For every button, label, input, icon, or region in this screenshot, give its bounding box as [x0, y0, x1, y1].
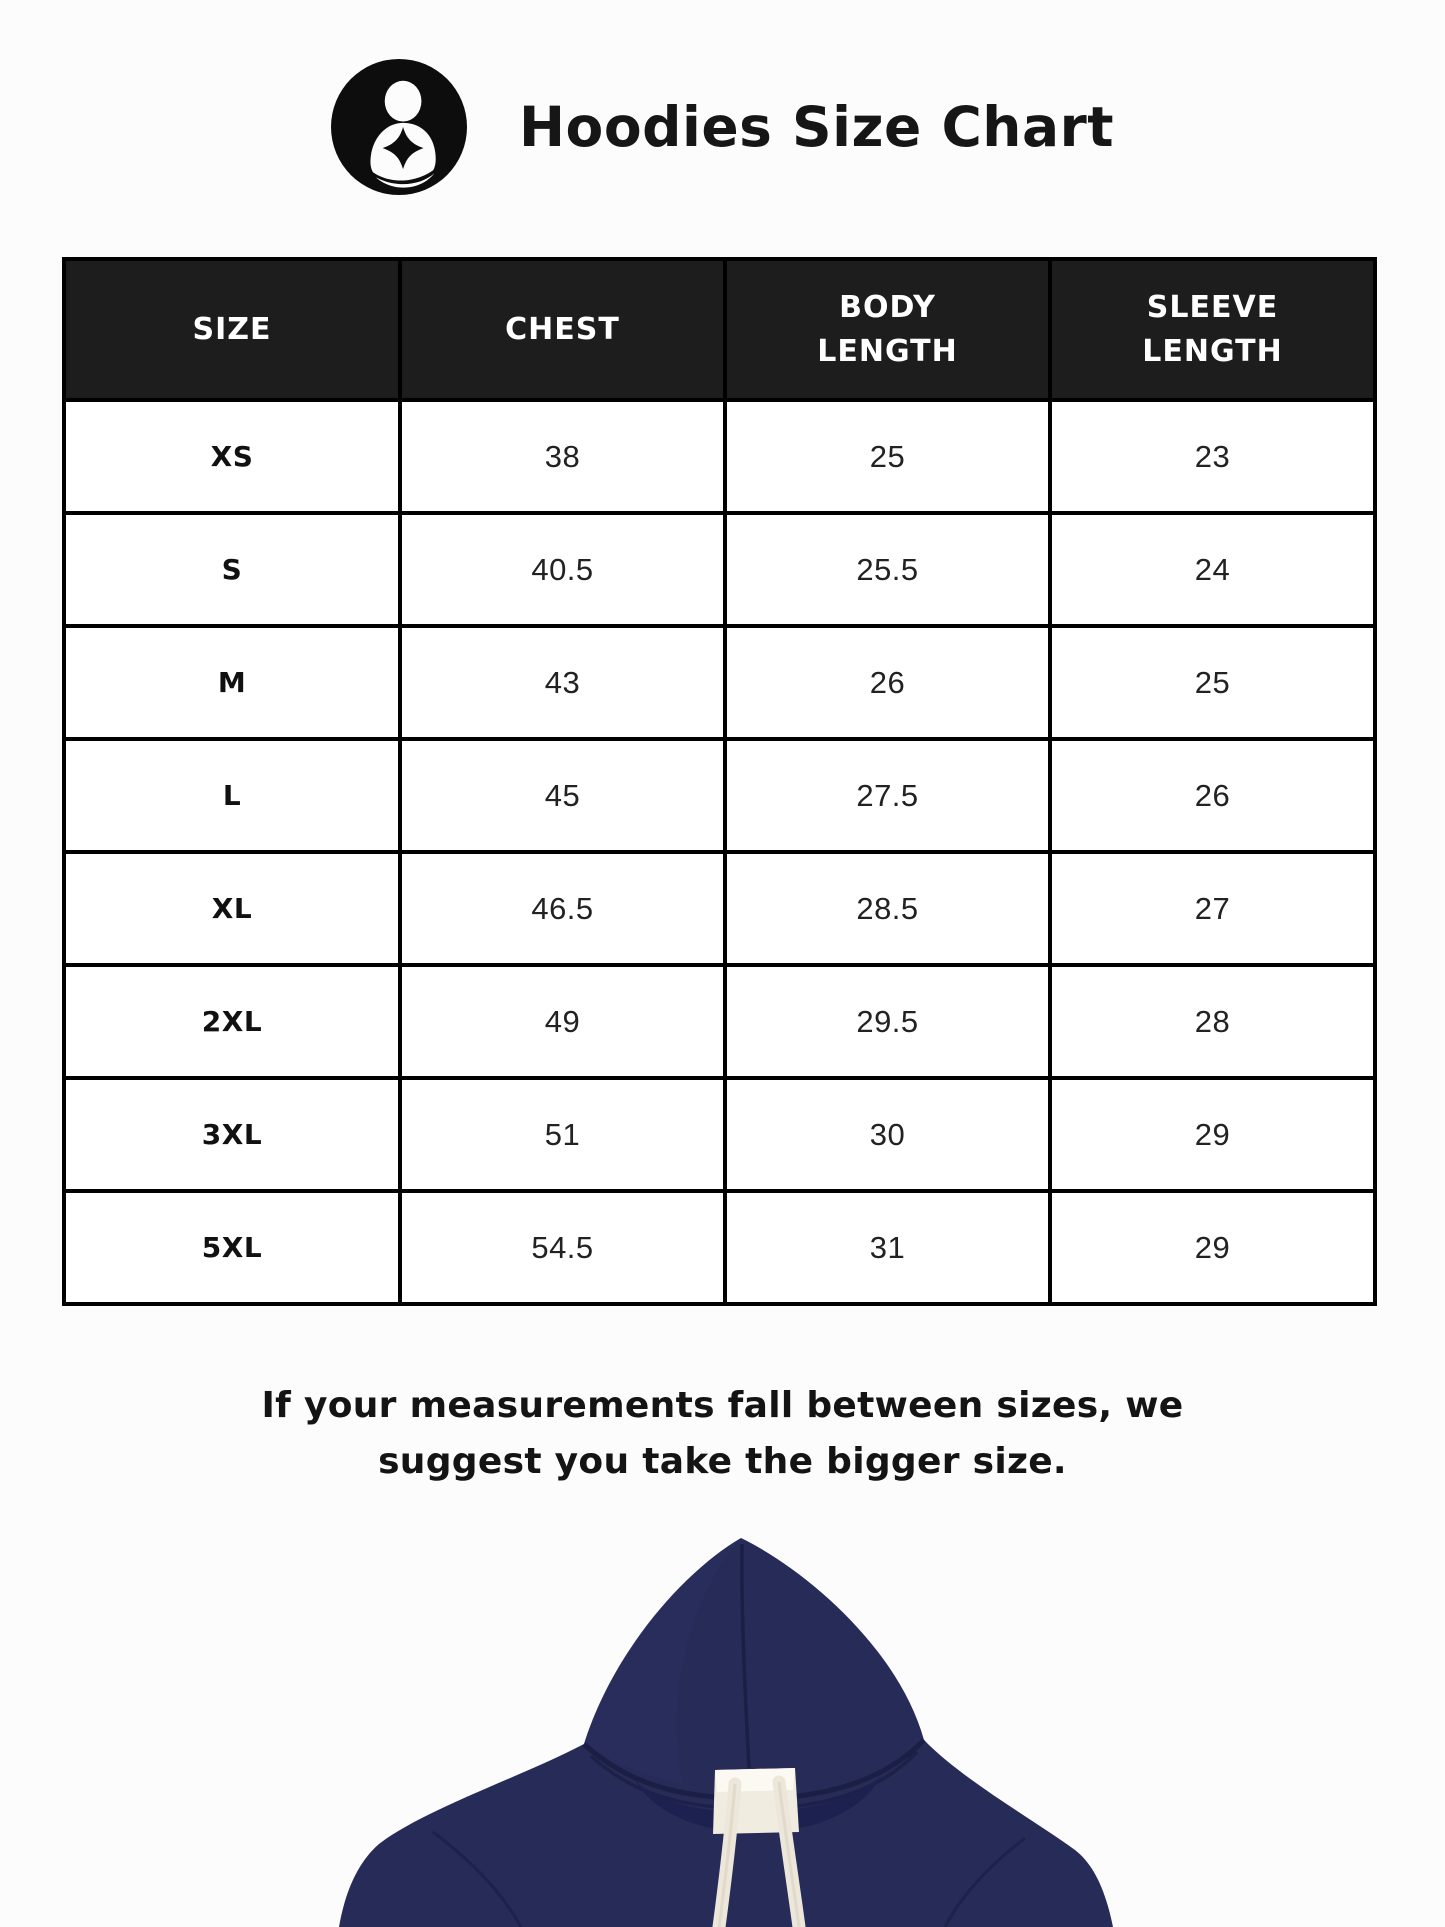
- chest-cell: 38: [400, 400, 725, 513]
- size-cell: 2XL: [64, 965, 400, 1078]
- body-length-cell: 30: [725, 1078, 1050, 1191]
- chest-cell: 40.5: [400, 513, 725, 626]
- column-header-size: SIZE: [64, 259, 400, 400]
- body-length-cell: 31: [725, 1191, 1050, 1304]
- sleeve-length-cell: 29: [1050, 1078, 1375, 1191]
- page-header: [0, 52, 1445, 202]
- size-cell: XL: [64, 852, 400, 965]
- body-length-cell: 29.5: [725, 965, 1050, 1078]
- body-length-cell: 25: [725, 400, 1050, 513]
- sleeve-length-cell: 27: [1050, 852, 1375, 965]
- column-header-chest: CHEST: [400, 259, 725, 400]
- table-row: [64, 965, 1375, 1078]
- chest-cell: 51: [400, 1078, 725, 1191]
- sizing-note: [0, 1378, 1445, 1490]
- table-row: [64, 852, 1375, 965]
- size-cell: 5XL: [64, 1191, 400, 1304]
- column-header-body-length: BODY LENGTH: [725, 259, 1050, 400]
- body-length-cell: 26: [725, 626, 1050, 739]
- table-row: [64, 1078, 1375, 1191]
- body-length-cell: 25.5: [725, 513, 1050, 626]
- size-cell: 3XL: [64, 1078, 400, 1191]
- column-header-sleeve-length: SLEEVE LENGTH: [1050, 259, 1375, 400]
- sleeve-length-cell: 29: [1050, 1191, 1375, 1304]
- table-row: [64, 1191, 1375, 1304]
- table-row: [64, 513, 1375, 626]
- sleeve-length-cell: 26: [1050, 739, 1375, 852]
- sleeve-length-cell: 24: [1050, 513, 1375, 626]
- size-cell: L: [64, 739, 400, 852]
- size-cell: XS: [64, 400, 400, 513]
- table-row: [64, 400, 1375, 513]
- chest-cell: 45: [400, 739, 725, 852]
- size-cell: M: [64, 626, 400, 739]
- header-row: [64, 259, 1375, 400]
- body-length-cell: 28.5: [725, 852, 1050, 965]
- sleeve-length-cell: 23: [1050, 400, 1375, 513]
- table-row: [64, 739, 1375, 852]
- note-line-1: If your measurements fall between sizes, we: [261, 1385, 1184, 1426]
- note-line-2: suggest you take the bigger size.: [378, 1441, 1067, 1482]
- table-row: [64, 626, 1375, 739]
- sleeve-length-cell: 25: [1050, 626, 1375, 739]
- mother-and-baby-logo-icon: [331, 59, 467, 195]
- chest-cell: 49: [400, 965, 725, 1078]
- chest-cell: 43: [400, 626, 725, 739]
- hoodie-photo: [283, 1532, 1163, 1927]
- sleeve-length-cell: 28: [1050, 965, 1375, 1078]
- chest-cell: 54.5: [400, 1191, 725, 1304]
- body-length-cell: 27.5: [725, 739, 1050, 852]
- size-cell: S: [64, 513, 400, 626]
- chest-cell: 46.5: [400, 852, 725, 965]
- size-chart-table: [62, 257, 1377, 1306]
- page-title: Hoodies Size Chart: [519, 95, 1114, 159]
